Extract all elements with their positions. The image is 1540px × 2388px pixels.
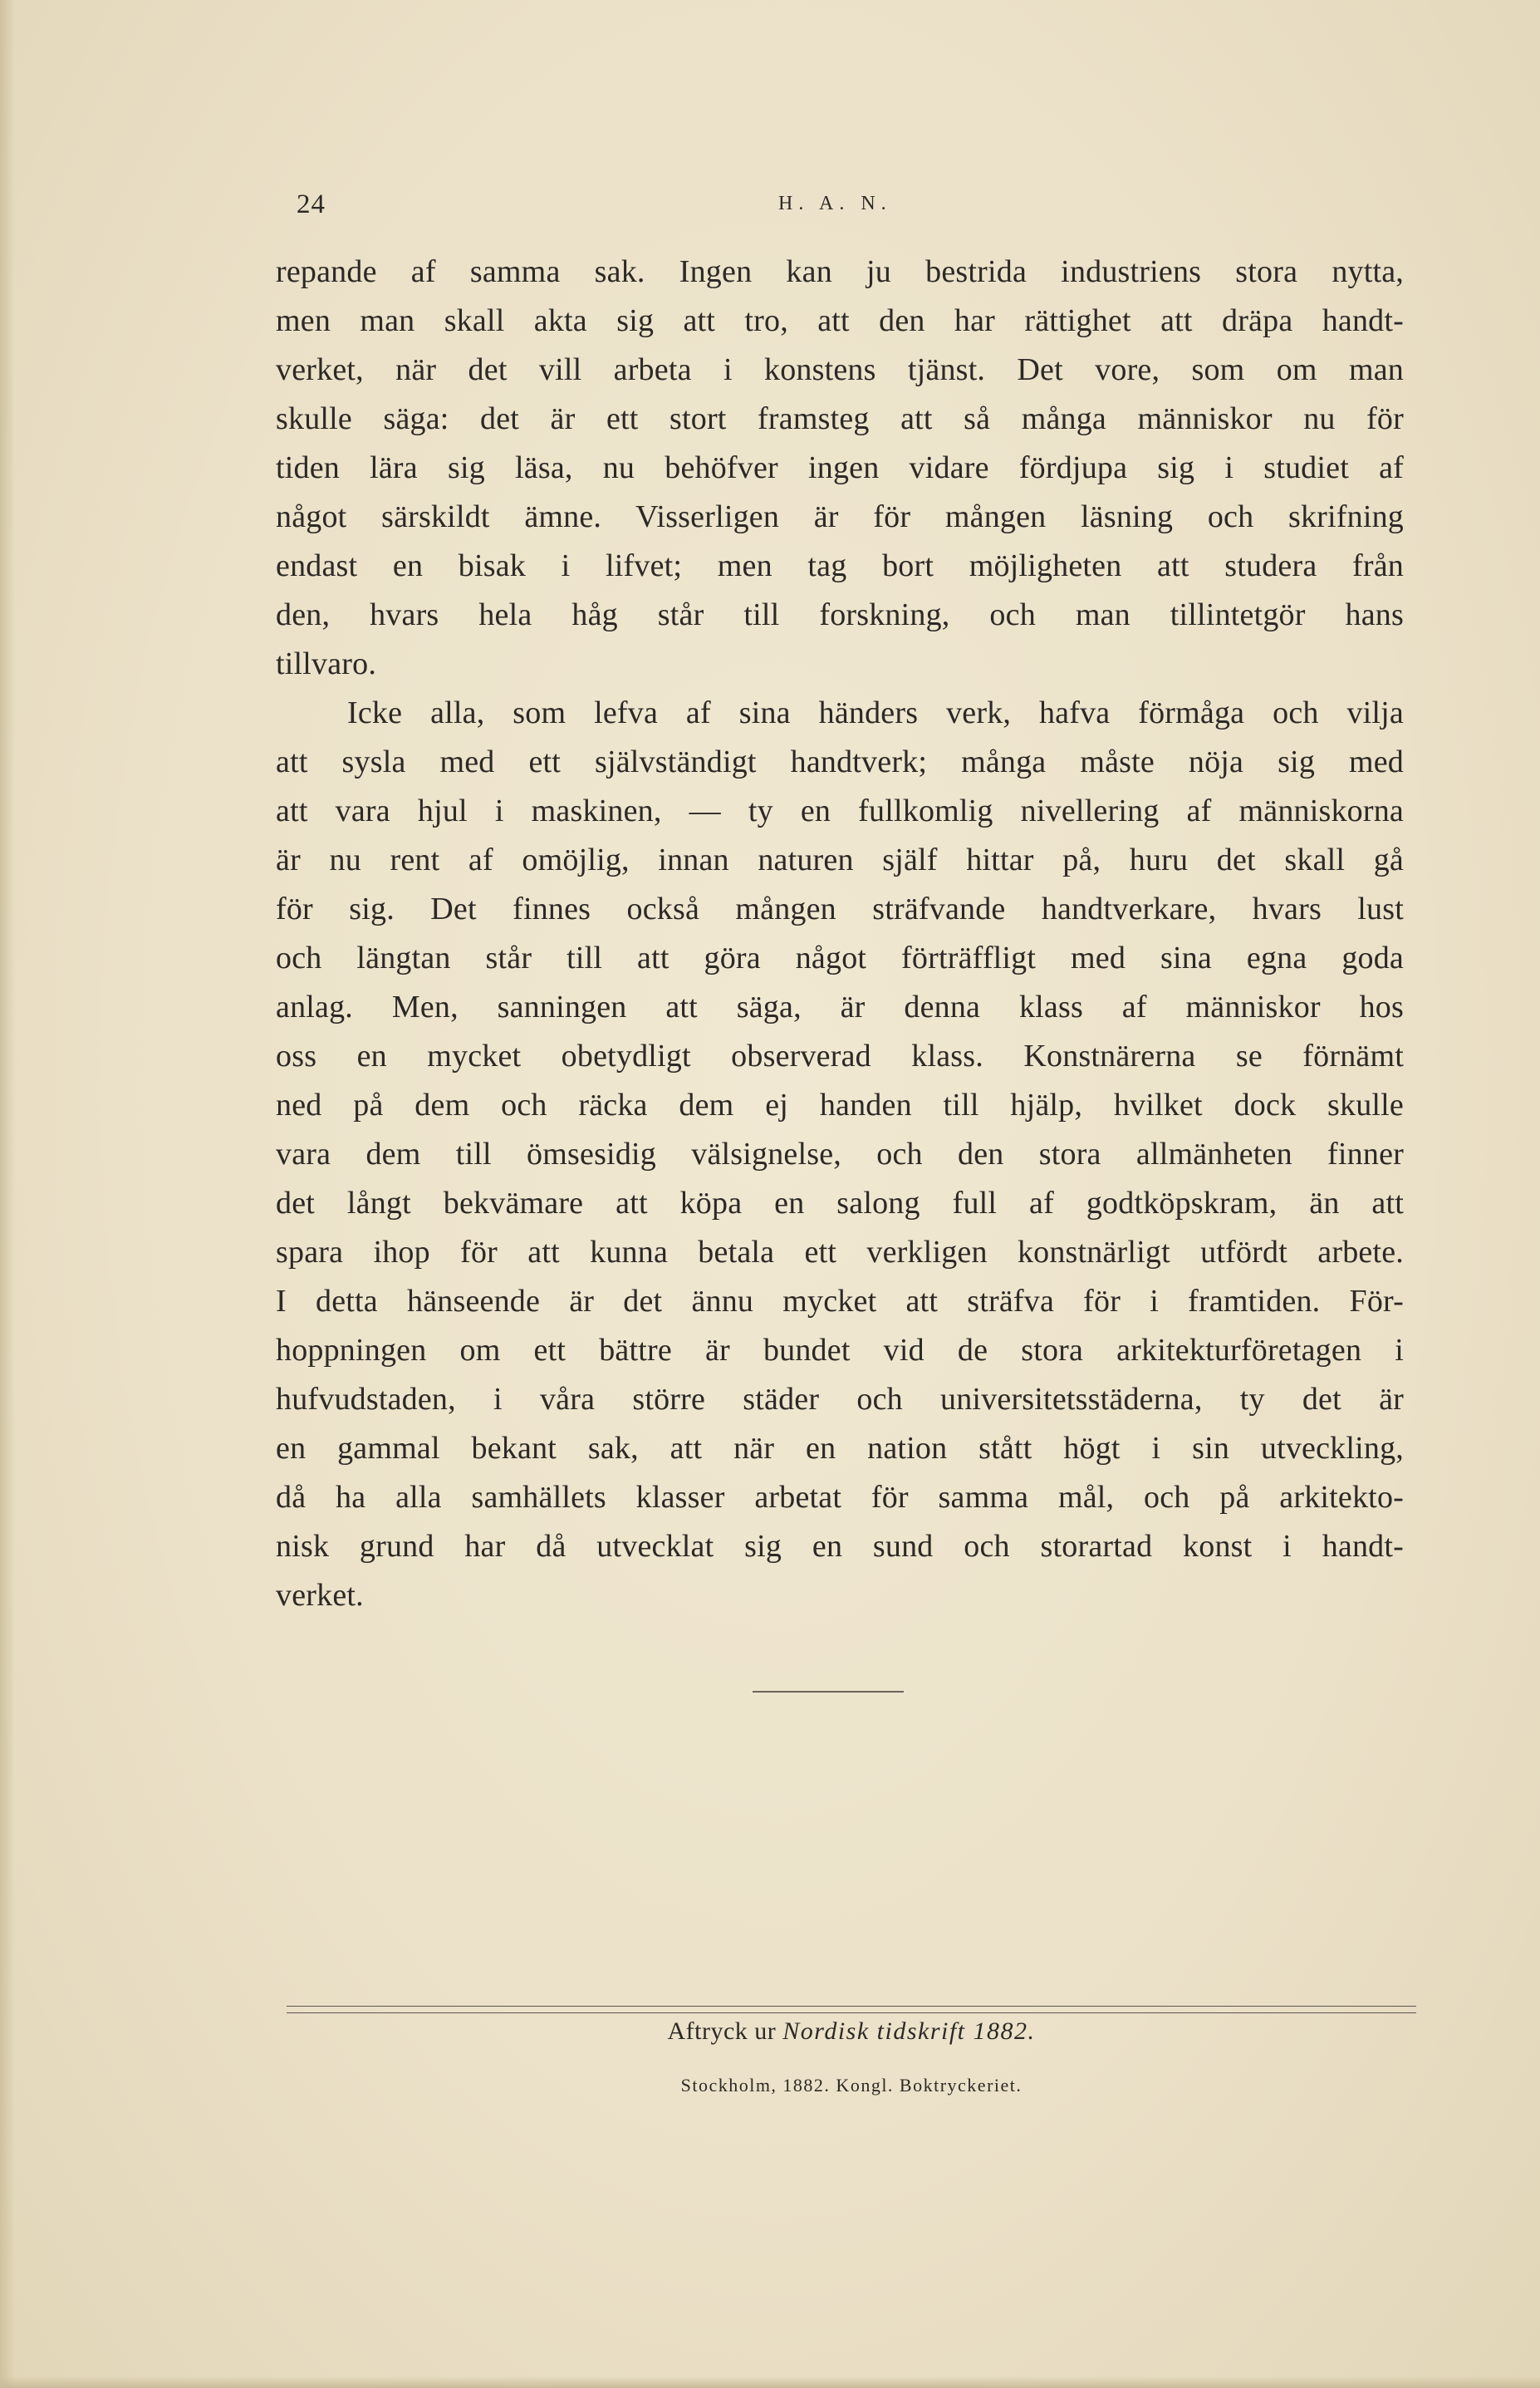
text-line: en gammal bekant sak, att när en nation stått högt i sin utveckling, [276, 1431, 1404, 1466]
text-line: skulle säga: det är ett stort framsteg att så många människor nu för [276, 401, 1404, 436]
paragraph-first-line: Icke alla, som lefva af sina händers verk, hafva förmåga och vilja [347, 695, 1404, 730]
text-line: verket. [276, 1578, 364, 1613]
page-edge-shadow-bottom [0, 2376, 1540, 2388]
page-number: 24 [297, 189, 326, 219]
footer-rule-bottom [287, 2012, 1416, 2013]
text-line: för sig. Det finnes också mången sträfvande handtverkare, hvars lust [276, 892, 1404, 926]
text-line: verket, när det vill arbeta i konstens tjänst. Det vore, som om man [276, 352, 1404, 387]
text-line: att sysla med ett självständigt handtverk; många måste nöja sig med [276, 744, 1404, 779]
text-line: det långt bekvämare att köpa en salong full af godtköpskram, än att [276, 1186, 1404, 1221]
section-divider [753, 1691, 904, 1693]
text-line: hufvudstaden, i våra större städer och universitetsstäderna, ty det är [276, 1382, 1404, 1417]
text-line: nisk grund har då utvecklat sig en sund och storartad konst i handt- [276, 1529, 1404, 1564]
text-line: tillvaro. [276, 646, 377, 681]
text-line: då ha alla samhällets klasser arbetat för samma mål, och på arkitekto- [276, 1480, 1404, 1515]
text-line: vara dem till ömsesidig välsignelse, och den stora allmänheten finner [276, 1137, 1404, 1172]
imprint-source: Nordisk tidskrift 1882. [782, 2017, 1036, 2045]
printer-line: Stockholm, 1882. Kongl. Boktryckeriet. [680, 2075, 1023, 2096]
text-line: tiden lära sig läsa, nu behöfver ingen vidare fördjupa sig i studiet af [276, 450, 1404, 485]
text-line: den, hvars hela håg står till forskning, och man tillintetgör hans [276, 597, 1404, 632]
text-line: spara ihop för att kunna betala ett verkligen konstnärligt utfördt arbete. [276, 1235, 1404, 1270]
text-line: I detta hänseende är det ännu mycket att sträfva för i framtiden. För- [276, 1284, 1404, 1319]
text-line: endast en bisak i lifvet; men tag bort möjligheten att studera från [276, 548, 1404, 583]
running-title: H. A. N. [778, 193, 892, 214]
text-line: är nu rent af omöjlig, innan naturen själf hittar på, huru det skall gå [276, 843, 1404, 877]
text-line: repande af samma sak. Ingen kan ju bestrida industriens stora nytta, [276, 254, 1404, 289]
imprint-line [287, 2017, 1416, 2046]
text-line: oss en mycket obetydligt observerad klass. Konstnärerna se förnämt [276, 1039, 1404, 1074]
text-line: anlag. Men, sanningen att säga, är denna klass af människor hos [276, 990, 1404, 1024]
text-line: hoppningen om ett bättre är bundet vid de stora arkitekturföretagen i [276, 1333, 1404, 1368]
body-text [276, 248, 1404, 1620]
footer-rule-top [287, 2006, 1416, 2007]
text-line: men man skall akta sig att tro, att den har rättighet att dräpa handt- [276, 303, 1404, 338]
text-line: ned på dem och räcka dem ej handen till hjälp, hvilket dock skulle [276, 1088, 1404, 1123]
running-header [297, 189, 1243, 223]
page-edge-shadow-left [0, 0, 15, 2388]
imprint-prefix: Aftryck ur [667, 2017, 777, 2045]
text-line: att vara hjul i maskinen, — ty en fullkomlig nivellering af människorna [276, 794, 1404, 828]
text-line: och längtan står till att göra något förträffligt med sina egna goda [276, 941, 1404, 975]
text-line: något särskildt ämne. Visserligen är för mången läsning och skrifning [276, 499, 1404, 534]
